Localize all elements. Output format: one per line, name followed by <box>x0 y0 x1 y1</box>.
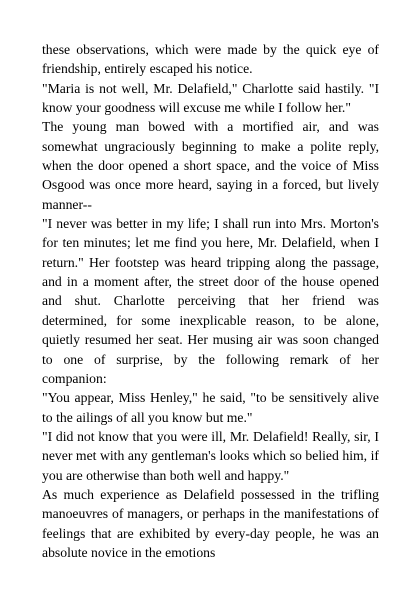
paragraph-5: "You appear, Miss Henley," he said, "to be sensitively alive to the ailings of all you know but me." <box>42 390 379 425</box>
paragraph-2: "Maria is not well, Mr. Delafield," Charlotte said hastily. "I know your goodness will excuse me while I follow her." <box>42 80 379 116</box>
paragraph-6: "I did not know that you were ill, Mr. Delafield! Really, sir, I never met with any gentleman's looks which so belied him, if you are otherwise than both well and happy." <box>42 428 379 483</box>
paragraph-1: these observations, which were made by the quick eye of friendship, entirely escaped his notice. <box>42 42 379 77</box>
paragraph-7: As much experience as Delafield possessed in the trifling manoeuvres of managers, or perhaps in the manifestations of feelings that are exhibited by every-day people, he was an absolute novice in the emotions <box>42 486 379 560</box>
paragraph-4: "I never was better in my life; I shall run into Mrs. Morton's for ten minutes; let me find you here, Mr. Delafield, when I return." Her footstep was heard tripping along the passage, and in a moment after, the street door of the house opened and shut. Charlotte perceiving that her friend was determined, for some inexplicable reason, to be alone, quietly resumed her seat. Her musing air was soon changed to one of surprise, by the following remark of her companion: <box>42 216 379 386</box>
book-page-text <box>42 40 379 562</box>
paragraph-3: The young man bowed with a mortified air, and was somewhat ungraciously beginning to make a polite reply, when the door opened a short space, and the voice of Miss Osgood was once more heard, saying in a forced, but lively manner-- <box>42 119 379 212</box>
